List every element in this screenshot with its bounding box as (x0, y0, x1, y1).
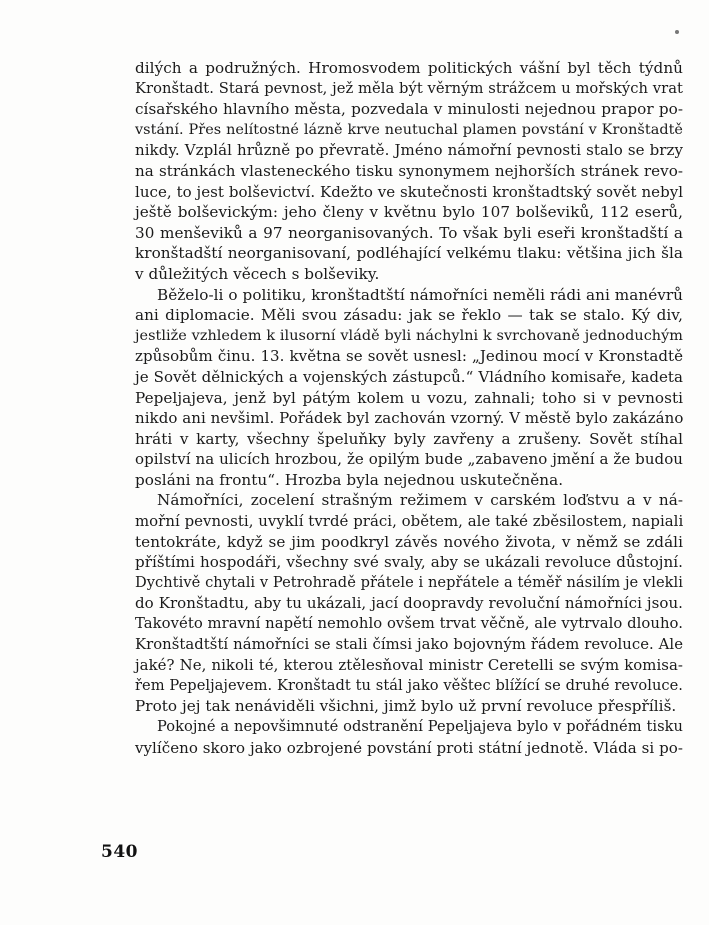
paragraph-start-line: Běželo-li o politiku, kronštadtští námořníci neměli rádi ani manévrů (157, 285, 683, 304)
text-line: posláni na frontu“. Hrozba byla nejednou uskutečněna. (135, 470, 564, 489)
text-line: Takovéto mravní napětí nemohlo ovšem trvat věčně, ale vytrvalo dlouho. (135, 615, 684, 633)
text-line: tentokráte, když se jim poodkryl závěs nového života, v němž se zdáli (135, 532, 683, 551)
text-line: dilých a podružných. Hromosvodem politických vášní byl těch týdnů (135, 59, 683, 77)
text-line: příštími hospodáři, všechny své svaly, aby se ukázali revoluce důstojní. (135, 553, 683, 572)
body-text (135, 58, 683, 758)
text-line: luce, to jest bolševictví. Kdežto ve skutečnosti kronštadtský sovět nebyl (135, 182, 684, 201)
text-line: mořní pevnosti, uvyklí tvrdé práci, obětem, ale také zběsilostem, napiali (135, 512, 684, 531)
text-line: ani diplomacie. Měli svou zásadu: jak se řeklo — tak se stalo. Ký div, (135, 306, 683, 325)
text-line: ještě bolševickým: jeho členy v květnu bylo 107 bolševiků, 112 eserů, (135, 203, 683, 222)
text-line: Pepeljajeva, jenž byl pátým kolem u vozu, zahnali; toho si v pevnosti (135, 388, 683, 407)
text-line: 30 menševiků a 97 neorganisovaných. To však byli eseři kronštadští a (135, 223, 683, 242)
text-line: do Kronštadtu, aby tu ukázali, jací doopravdy revoluční námořníci jsou. (135, 594, 683, 613)
page-speck (675, 30, 679, 34)
text-line: hráti v karty, všechny špeluňky byly zavřeny a zrušeny. Sovět stíhal (135, 429, 683, 448)
text-line: císařského hlavního města, pozvedala v minulosti nejednou prapor po- (135, 100, 683, 119)
text-line: Kronštadt. Stará pevnost, jež měla být věrným strážcem u mořských vrat (135, 79, 683, 97)
text-line: nikdy. Vzplál hrůzně po převratě. Jméno námořní pevnosti stalo se brzy (135, 141, 683, 160)
page-number: 540 (101, 842, 138, 862)
text-line: opilství na ulicích hrozbou, že opilým bude „zabaveno jmění a že budou (135, 450, 683, 469)
text-line: vylíčeno skoro jako ozbrojené povstání proti státní jednotě. Vláda si po- (135, 738, 683, 757)
text-line: Kronštadtští námořníci se stali čímsi jako bojovným řádem revoluce. Ale (135, 635, 683, 653)
text-line: nikdo ani nevšiml. Pořádek byl zachován vzorný. V městě bylo zakázáno (135, 409, 684, 428)
text-line: jaké? Ne, nikoli té, kterou ztělesňoval ministr Ceretelli se svým komisa- (135, 656, 683, 675)
text-line: jestliže vzhledem k ilusorní vládě byli náchylni k svrchovaně jednoduchým (135, 327, 683, 344)
text-line: řem Pepeljajevem. Kronštadt tu stál jako věštec blížící se druhé revoluce. (135, 676, 683, 694)
text-line: způsobům činu. 13. května se sovět usnesl: „Jedinou mocí v Kronstadtě (135, 347, 683, 366)
text-line: Dychtivě chytali v Petrohradě přátele i nepřátele a téměř násilím je vlekli (135, 573, 683, 591)
text-line: vstání. Přes nelítostné lázně krve neutuchal plamen povstání v Kronštadtě (135, 121, 683, 138)
text-line: Proto jej tak nenáviděli všichni, jimž bylo už první revoluce přespříliš. (135, 697, 677, 716)
text-line: na stránkách vlasteneckého tisku synonymem nejhorších stránek revo- (135, 161, 683, 180)
text-line: v důležitých věcech s bolševiky. (135, 264, 380, 283)
paragraph-start-line: Námořníci, zocelení strašným režimem v carském loďstvu a v ná- (157, 491, 683, 510)
paragraph-start-line: Pokojné a nepovšimnuté odstranění Pepeljajeva bylo v pořádném tisku (157, 718, 683, 735)
text-line: je Sovět dělnických a vojenských zástupců.“ Vládního komisaře, kadeta (135, 367, 683, 386)
text-line: kronštadští neorganisovaní, podléhající velkému tlaku: většina jich šla (135, 244, 683, 263)
